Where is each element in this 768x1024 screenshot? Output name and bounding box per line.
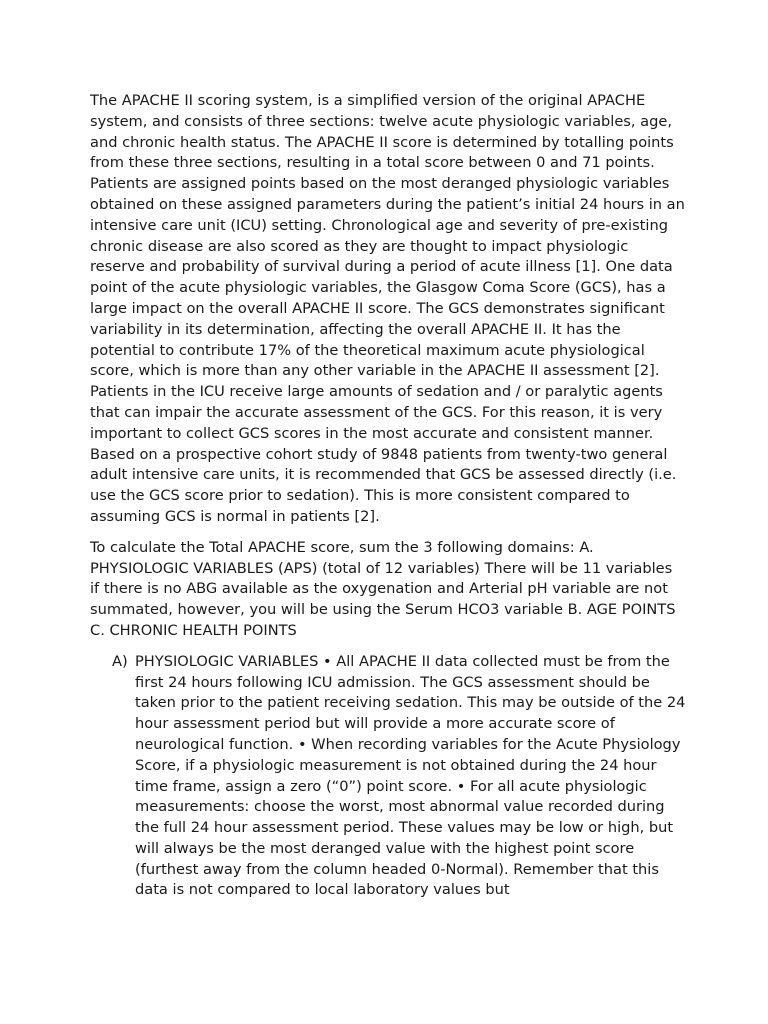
- document-page: [90, 91, 686, 901]
- list-marker: A): [112, 652, 128, 670]
- list-item-text: PHYSIOLOGIC VARIABLES • All APACHE II data collected must be from the first 24 hours following ICU admission. The GCS assessment should be taken prior to the patient receiving sedation. This may be outside of the 24 hour assessment period but will provide a more accurate score of neurological function. • When recording variables for the Acute Physiology Score, if a physiologic measurement is not obtained during the 24 hour time frame, assign a zero (“0”) point score. • For all acute physiologic measurements: choose the worst, most abnormal value recorded during the full 24 hour assessment period. These values may be low or high, but will always be the most deranged value with the highest point score (furthest away from the column headed 0-Normal). Remember that this data is not compared to local laboratory values but: [135, 652, 686, 899]
- paragraph-apache-overview: The APACHE II scoring system, is a simplified version of the original APACHE system, and consists of three sections: twelve acute physiologic variables, age, and chronic health status. The APACHE II score is determined by totalling points from these three sections, resulting in a total score between 0 and 71 points. Patients are assigned points based on the most deranged physiologic variables obtained on these assigned parameters during the patient’s initial 24 hours in an intensive care unit (ICU) setting. Chronological age and severity of pre-existing chronic disease are also scored as they are thought to impact physiologic reserve and probability of survival during a period of acute illness [1]. One data point of the acute physiologic variables, the Glasgow Coma Score (GCS), has a large impact on the overall APACHE II score. The GCS demonstrates significant variability in its determination, affecting the overall APACHE II. It has the potential to contribute 17% of the theoretical maximum acute physiological score, which is more than any other variable in the APACHE II assessment [2]. Patients in the ICU receive large amounts of sedation and / or paralytic agents that can impair the accurate assessment of the GCS. For this reason, it is very important to collect GCS scores in the most accurate and consistent manner. Based on a prospective cohort study of 9848 patients from twenty-two general adult intensive care units, it is recommended that GCS be assessed directly (i.e. use the GCS score prior to sedation). This is more consistent compared to assuming GCS is normal in patients [2].: [90, 92, 685, 525]
- paragraph-total-score-calculation: To calculate the Total APACHE score, sum the 3 following domains: A. PHYSIOLOGIC VARIABLES (APS) (total of 12 variables) There will be 11 variables if there is no ABG available as the oxygenation and Arterial pH variable are not summated, however, you will be using the Serum HCO3 variable B. AGE POINTS C. CHRONIC HEALTH POINTS: [90, 538, 676, 639]
- domain-list: [90, 652, 686, 902]
- list-item-physiologic-variables: [90, 652, 686, 902]
